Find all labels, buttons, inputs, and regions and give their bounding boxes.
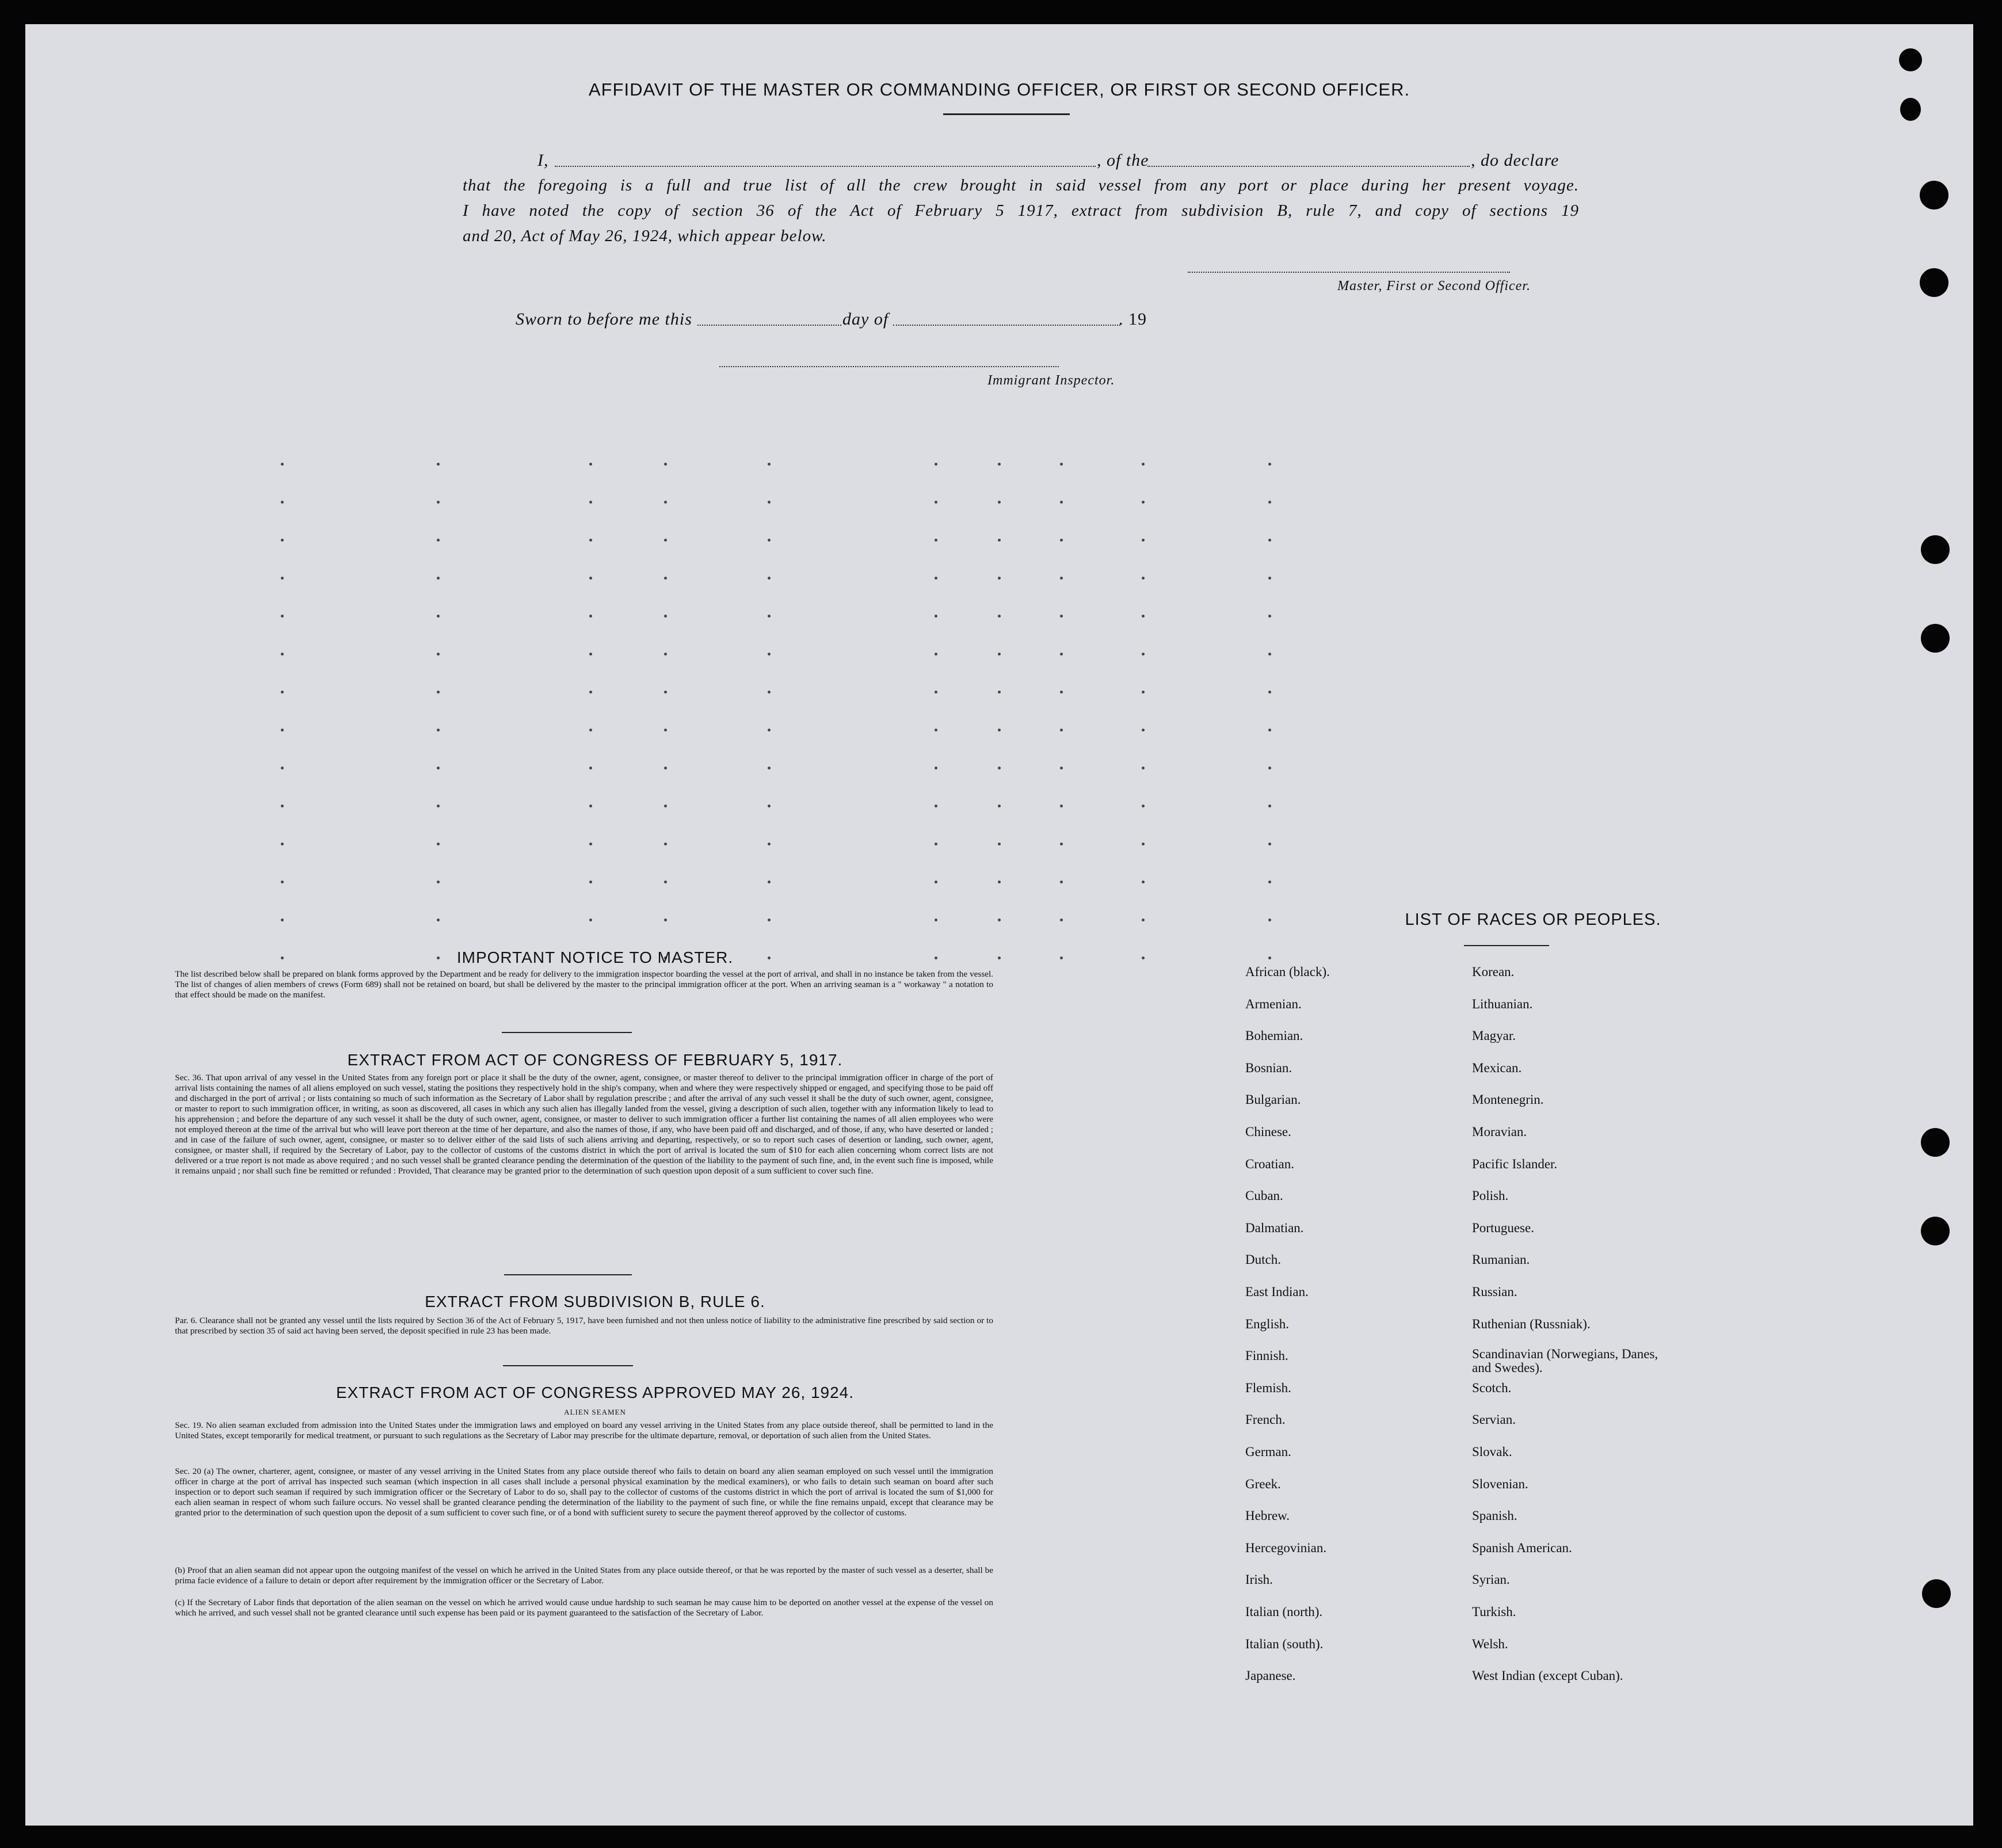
race-item: Korean.: [1472, 965, 1515, 979]
grid-dot: [768, 577, 771, 580]
grid-dot: [768, 805, 771, 807]
grid-dot: [664, 881, 667, 883]
races-title-rule: [1464, 945, 1549, 946]
race-item: Bosnian.: [1245, 1060, 1292, 1075]
race-item: Welsh.: [1472, 1636, 1508, 1651]
race-item: Cuban.: [1245, 1188, 1283, 1203]
grid-dot: [589, 881, 592, 883]
race-item: Spanish.: [1472, 1508, 1517, 1523]
grid-dot: [281, 539, 284, 542]
grid-dot: [935, 843, 937, 845]
grid-dot: [1060, 691, 1063, 694]
grid-dot: [768, 463, 771, 466]
grid-dot: [281, 501, 284, 504]
grid-dot: [935, 539, 937, 542]
grid-dot: [589, 577, 592, 580]
grid-dot: [1060, 729, 1063, 731]
race-item: Slovak.: [1472, 1445, 1512, 1459]
grid-dot: [664, 577, 667, 580]
grid-dot: [935, 919, 937, 921]
grid-dot: [768, 539, 771, 542]
grid-dot: [935, 691, 937, 694]
grid-dot: [1142, 615, 1145, 618]
race-item: Polish.: [1472, 1188, 1509, 1203]
grid-dot: [768, 615, 771, 618]
binder-hole: [1921, 535, 1950, 564]
notice-body: The list described below shall be prepared on blank forms approved by the Department and be ready for delivery to the immigration inspector boarding the vessel at the port of arrival, and shall in no instance be taken from the vessel. The list of changes of alien members of crews (Form 689) shall not be retained on board, but shall be delivered by the master to the principal immigration officer at the port. When an arriving seaman is a " workaway " a notation to that effect should be made on the manifest.: [175, 969, 993, 1000]
grid-dot: [935, 881, 937, 883]
race-item: Montenegrin.: [1472, 1092, 1544, 1107]
race-item: Dalmatian.: [1245, 1220, 1304, 1235]
grid-dot: [281, 843, 284, 845]
race-item: African (black).: [1245, 965, 1330, 979]
grid-dot: [1268, 463, 1271, 466]
grid-dot: [589, 729, 592, 731]
grid-dot: [281, 729, 284, 731]
grid-dot: [998, 843, 1001, 845]
grid-dot: [664, 805, 667, 807]
grid-dot: [1060, 843, 1063, 845]
inspector-label: Immigrant Inspector.: [987, 373, 1115, 388]
grid-dot: [1060, 919, 1063, 921]
grid-dot: [589, 919, 592, 921]
grid-dot: [1142, 501, 1145, 504]
race-item: Turkish.: [1472, 1605, 1516, 1619]
race-item: Russian.: [1472, 1285, 1517, 1299]
grid-dot: [935, 501, 937, 504]
extract-1924-sec19: Sec. 19. No alien seaman excluded from admission into the United States under the immigration laws and employed on board any vessel arriving in the United States from any place outside thereof, shall be permitted to land in the United States, except temporarily for medical treatment, or pursuant to such regulations as the Secretary of Labor may prescribe for the ultimate departure, removal, or deportation of such alien from the United States.: [175, 1420, 993, 1441]
grid-dot: [998, 463, 1001, 466]
grid-dot: [437, 463, 440, 466]
grid-dot: [281, 919, 284, 921]
grid-dot: [1268, 805, 1271, 807]
race-item: Scotch.: [1472, 1380, 1512, 1395]
grid-dot: [437, 539, 440, 542]
grid-dot: [1268, 577, 1271, 580]
grid-dot: [281, 767, 284, 769]
grid-dot: [281, 805, 284, 807]
race-item: East Indian.: [1245, 1285, 1309, 1299]
grid-dot: [1142, 767, 1145, 769]
binder-hole: [1921, 1217, 1950, 1245]
grid-dot: [768, 501, 771, 504]
grid-dot: [664, 539, 667, 542]
grid-dot: [1060, 881, 1063, 883]
race-item: Finnish.: [1245, 1348, 1288, 1363]
grid-dot: [1060, 539, 1063, 542]
grid-dot: [1268, 691, 1271, 694]
race-item: Chinese.: [1245, 1125, 1291, 1139]
grid-dot: [589, 805, 592, 807]
grid-dot: [1268, 767, 1271, 769]
grid-dot: [998, 805, 1001, 807]
grid-dot: [281, 615, 284, 618]
grid-dot: [437, 805, 440, 807]
race-item: Italian (north).: [1245, 1605, 1323, 1619]
grid-dot: [935, 615, 937, 618]
grid-dot: [935, 463, 937, 466]
race-item: Servian.: [1472, 1412, 1516, 1427]
race-item: Slovenian.: [1472, 1476, 1528, 1491]
grid-dot: [589, 539, 592, 542]
affidavit-title-rule: [943, 113, 1070, 115]
grid-dot: [664, 729, 667, 731]
grid-dot: [437, 843, 440, 845]
extract-rule6-body: Par. 6. Clearance shall not be granted any vessel until the lists required by Section 36 of the Act of February 5, 1917, have been furnished and not then unless notice of liability to the administrative fine prescribed by said section or to that prescribed by section 35 of said act having been served, the deposit specified in rule 23 has been made.: [175, 1316, 993, 1336]
grid-dot: [437, 501, 440, 504]
race-item: West Indian (except Cuban).: [1472, 1668, 1623, 1683]
grid-dot: [1142, 653, 1145, 656]
race-item: Hercegovinian.: [1245, 1540, 1327, 1555]
race-item: Croatian.: [1245, 1156, 1294, 1171]
binder-hole: [1922, 1579, 1951, 1608]
grid-dot: [437, 615, 440, 618]
extract-1917-title: EXTRACT FROM ACT OF CONGRESS OF FEBRUARY 5, 1917.: [347, 1051, 843, 1069]
extract-1924-sec20b: (b) Proof that an alien seaman did not appear upon the outgoing manifest of the vessel on which he arrived in the United States from any place outside thereof, or that he was reported by the master of such vessel as a deserter, shall be prima facie evidence of a failure to detain or deport after requirement by the immigration officer or the Secretary of Labor.: [175, 1565, 993, 1586]
grid-dot: [1142, 577, 1145, 580]
grid-dot: [768, 691, 771, 694]
grid-dot: [1268, 539, 1271, 542]
grid-dot: [1268, 919, 1271, 921]
extract-1924-title: EXTRACT FROM ACT OF CONGRESS APPROVED MAY 26, 1924.: [335, 1384, 855, 1401]
race-item: Spanish American.: [1472, 1540, 1572, 1555]
grid-dot: [1142, 691, 1145, 694]
grid-dot: [281, 463, 284, 466]
grid-dot: [1268, 653, 1271, 656]
signature-label: Master, First or Second Officer.: [1337, 279, 1531, 294]
extract-rule6-title: EXTRACT FROM SUBDIVISION B, RULE 6.: [425, 1293, 765, 1310]
inspector-signature-line[interactable]: [719, 366, 1059, 367]
grid-dot: [437, 691, 440, 694]
grid-dot: [998, 577, 1001, 580]
grid-dot: [1060, 577, 1063, 580]
grid-dot: [1268, 843, 1271, 845]
race-item: Syrian.: [1472, 1572, 1510, 1587]
grid-dot: [1060, 805, 1063, 807]
grid-dot: [437, 881, 440, 883]
document-page: [25, 24, 1973, 1826]
binder-hole: [1921, 1128, 1950, 1157]
grid-dot: [664, 463, 667, 466]
race-item: Lithuanian.: [1472, 996, 1533, 1011]
vessel-name-field[interactable]: [1147, 166, 1470, 167]
affidavit-line4: and 20, Act of May 26, 1924, which appear below.: [463, 227, 827, 245]
grid-dot: [1060, 767, 1063, 769]
race-item: French.: [1245, 1412, 1286, 1427]
affidavit-line1-declare: , do declare: [1471, 151, 1559, 170]
grid-dot: [281, 881, 284, 883]
grid-dot: [998, 881, 1001, 883]
grid-dot: [768, 653, 771, 656]
affidavit-line3: I have noted the copy of section 36 of the Act of February 5 1917, extract from subdivision B, rule 7, and copy of sections 19: [463, 201, 1579, 220]
notice-rule: [502, 1032, 632, 1033]
grid-dot: [437, 653, 440, 656]
extract-1924-sec20c: (c) If the Secretary of Labor finds that deportation of the alien seaman on the vessel on which he arrived would cause undue hardship to such seaman he may cause him to be deported on another vessel at the expense of the vessel on which he arrived, and such vessel shall not be granted clearance until such expense has been paid or its payment guaranteed to the satisfaction of the Secretary of Labor.: [175, 1598, 993, 1618]
grid-dot: [589, 463, 592, 466]
grid-dot: [998, 919, 1001, 921]
master-name-field[interactable]: [555, 166, 1096, 167]
race-item: Scandinavian (Norwegians, Danes, and Swedes).: [1472, 1347, 1658, 1375]
extract-rule6-rule: [503, 1365, 633, 1366]
extract-1924-subtitle: ALIEN SEAMEN: [564, 1408, 626, 1416]
sworn-day-field[interactable]: [697, 325, 841, 326]
grid-dot: [1268, 729, 1271, 731]
grid-dot: [1060, 501, 1063, 504]
notice-title: IMPORTANT NOTICE TO MASTER.: [456, 948, 734, 966]
grid-dot: [437, 577, 440, 580]
grid-dot: [1142, 805, 1145, 807]
grid-dot: [437, 919, 440, 921]
race-item: Irish.: [1245, 1572, 1273, 1587]
binder-hole: [1921, 624, 1950, 653]
grid-dot: [664, 691, 667, 694]
sworn-year: . 19: [1119, 310, 1147, 329]
affidavit-line1-i: I,: [537, 151, 549, 170]
race-item: Bulgarian.: [1245, 1092, 1301, 1107]
grid-dot: [437, 729, 440, 731]
grid-dot: [281, 691, 284, 694]
grid-dot: [998, 767, 1001, 769]
grid-dot: [1060, 615, 1063, 618]
grid-dot: [768, 919, 771, 921]
grid-dot: [589, 653, 592, 656]
race-item: Armenian.: [1245, 996, 1302, 1011]
races-title: LIST OF RACES OR PEOPLES.: [1405, 910, 1661, 929]
grid-dot: [768, 767, 771, 769]
race-item: Hebrew.: [1245, 1508, 1290, 1523]
binder-hole: [1920, 181, 1948, 209]
grid-dot: [589, 501, 592, 504]
grid-dot: [935, 577, 937, 580]
race-item: Magyar.: [1472, 1028, 1516, 1043]
extract-1924-sec20a: Sec. 20 (a) The owner, charterer, agent, consignee, or master of any vessel arriving in the United States from any place outside thereof who fails to detain on board any alien seaman employed on such vessel until the immigration officer in charge at the port of arrival has inspected such seaman (which inspection in all cases shall include a personal physical examination by the medical examiners), or who fails to detain such seaman on board after such inspection or to deport such seaman if required by such immigration officer or the Secretary of Labor to do so, shall pay to the collector of customs of the customs district in which the port of arrival is located the sum of $1,000 for each alien seaman in respect of whom such failure occurs. No vessel shall be granted clearance pending the determination of the liability to the payment of such fine, or while the fine remains unpaid, except that clearance may be granted prior to the determination of such question upon the deposit of a sum sufficient to cover such fine, or of a bond with sufficient surety to secure the payment thereof approved by the collector of customs.: [175, 1466, 993, 1518]
grid-dot: [768, 843, 771, 845]
grid-dot: [664, 501, 667, 504]
grid-dot: [1142, 881, 1145, 883]
binder-hole: [1900, 98, 1921, 121]
grid-dot: [768, 881, 771, 883]
grid-dot: [998, 539, 1001, 542]
grid-dot: [768, 729, 771, 731]
grid-dot: [935, 653, 937, 656]
grid-dot: [998, 615, 1001, 618]
race-item: Italian (south).: [1245, 1636, 1324, 1651]
grid-dot: [437, 767, 440, 769]
grid-dot: [664, 767, 667, 769]
grid-dot: [1268, 615, 1271, 618]
grid-dot: [935, 767, 937, 769]
race-item: Rumanian.: [1472, 1252, 1530, 1267]
affidavit-line2: that the foregoing is a full and true list of all the crew brought in said vessel from any port or place during her present voyage.: [463, 176, 1579, 195]
affidavit-title: AFFIDAVIT OF THE MASTER OR COMMANDING OFFICER, OR FIRST OR SECOND OFFICER.: [588, 79, 1410, 100]
grid-dot: [1142, 539, 1145, 542]
grid-dot: [998, 501, 1001, 504]
grid-dot: [998, 729, 1001, 731]
race-item: Moravian.: [1472, 1125, 1527, 1139]
extract-1917-body: Sec. 36. That upon arrival of any vessel in the United States from any foreign port or place it shall be the duty of the owner, agent, consignee, or master thereof to deliver to the principal immigration officer in charge of the port of arrival lists containing the names of all aliens employed on such vessel, stating the positions they respectively hold in the ship's company, when and where they were respectively shipped or engaged, and specifying those to be paid off and discharged in the port of arrival ; or lists containing so much of such information as the Secretary of Labor shall by regulation prescribe ; and after the arrival of any such vessel it shall be the duty of such owner, agent, consignee, or master to report to such immigration officer, in writing, as soon as discovered, all cases in which any such alien has illegally landed from the vessel, giving a description of such alien, together with any information likely to lead to his apprehension ; and before the departure of any such vessel it shall be the duty of such owner, agent, consignee, or master to deliver to such immigration officer a further list containing the names of all alien employees who were not employed thereon at the time of the arrival but who will leave port thereon at the time of her departure, and also the names of those, if any, who have been paid off and discharged, and of those, if any, who have deserted or landed ; and in case of the failure of such owner, agent, consignee, or master so to deliver either of the said lists of such aliens arriving and departing, respectively, or so to report such cases of desertion or landing, such owner, agent, consignee, or master shall, if required by the Secretary of Labor, pay to the collector of customs of the customs district in which the port of arrival is located the sum of $10 for each alien concerning whom correct lists are not delivered or a true report is not made as above required ; and no such vessel shall be granted clearance pending the determination of the question of the liability to the payment of such fine, and, in the event such fine is imposed, while it remains unpaid ; nor shall such fine be remitted or refunded : Provided, That clearance may be granted prior to the determination of such question upon deposit of a sum sufficient to cover such fine.: [175, 1073, 993, 1176]
grid-dot: [1142, 729, 1145, 731]
grid-dot: [1268, 957, 1271, 959]
grid-dot: [1060, 653, 1063, 656]
grid-dot: [589, 767, 592, 769]
grid-dot: [589, 691, 592, 694]
sworn-day-of: day of: [842, 310, 889, 329]
grid-dot: [1268, 501, 1271, 504]
grid-dot: [935, 729, 937, 731]
grid-dot: [1142, 919, 1145, 921]
signature-line[interactable]: [1188, 272, 1510, 273]
race-item: English.: [1245, 1316, 1290, 1331]
sworn-prefix: Sworn to before me this: [516, 310, 692, 329]
grid-dot: [1060, 463, 1063, 466]
race-item: German.: [1245, 1445, 1291, 1459]
race-item: Dutch.: [1245, 1252, 1281, 1267]
grid-dot: [589, 615, 592, 618]
grid-dot: [664, 843, 667, 845]
grid-dot: [664, 919, 667, 921]
grid-dot: [935, 805, 937, 807]
grid-dot: [281, 577, 284, 580]
race-item: Mexican.: [1472, 1060, 1522, 1075]
race-item: Flemish.: [1245, 1380, 1291, 1395]
binder-hole: [1899, 48, 1922, 71]
grid-dot: [998, 691, 1001, 694]
extract-1917-rule: [504, 1274, 632, 1275]
affidavit-line1-of: , of the: [1097, 151, 1149, 170]
race-item: Pacific Islander.: [1472, 1156, 1558, 1171]
race-item: Ruthenian (Russniak).: [1472, 1316, 1591, 1331]
grid-dot: [589, 843, 592, 845]
grid-dot: [1142, 463, 1145, 466]
grid-dot: [1268, 881, 1271, 883]
sworn-month-field[interactable]: [893, 325, 1120, 326]
race-item: Japanese.: [1245, 1668, 1296, 1683]
grid-dot: [1142, 957, 1145, 959]
race-item: Portuguese.: [1472, 1220, 1534, 1235]
grid-dot: [664, 615, 667, 618]
grid-dot: [664, 653, 667, 656]
binder-hole: [1920, 268, 1948, 297]
race-item: Greek.: [1245, 1476, 1281, 1491]
grid-dot: [281, 653, 284, 656]
grid-dot: [998, 653, 1001, 656]
grid-dot: [1142, 843, 1145, 845]
race-item: Bohemian.: [1245, 1028, 1303, 1043]
